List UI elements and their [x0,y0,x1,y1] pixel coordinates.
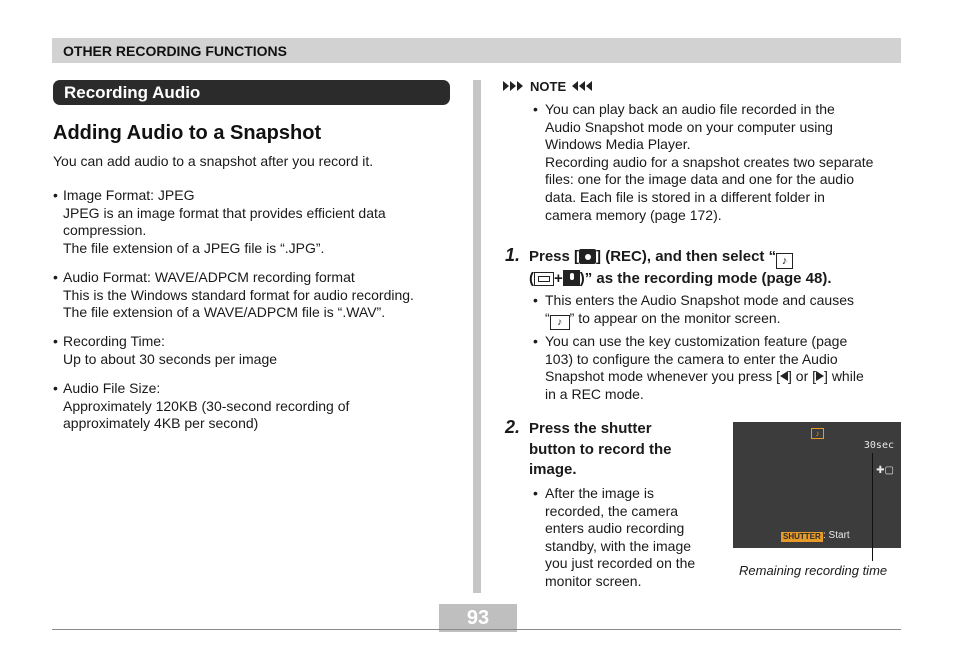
monitor-screen [733,422,901,548]
bullet: • [533,292,538,308]
camera-icon [579,249,596,264]
list-item [533,333,864,403]
bullet-text: ] while in a REC mode. [545,368,864,402]
bullet-text: ] or [ [788,368,817,385]
section-heading [53,80,450,105]
note-item [533,101,873,224]
step-2-instruction: Press the shutter button to record the image. [529,420,672,478]
bullet: • [53,380,58,396]
recording-time-text: Recording Time: Up to about 30 seconds per image [63,333,278,367]
bullet-text: You can use the key customization feature (page 103) to configure the camera to enter the Audio Snapshot mode whenever you press [ [545,333,848,385]
note-heading [503,77,593,95]
bullet: • [533,485,538,501]
bullet: • [53,333,58,349]
figure-caption: Remaining recording time [739,563,888,578]
audio-snapshot-icon: ♪ [776,253,793,269]
bullet: • [533,101,538,117]
list-item [53,380,349,433]
step-1-text: ( [529,270,534,287]
list-item [533,485,695,591]
file-size-text: Audio File Size: Approximately 120KB (30-second recording of approximately 4KB per second) [63,380,350,432]
note-text: You can play back an audio file recorded in the Audio Snapshot mode on your computer using Windows Media Player. Recording audio for a snapshot creates two separate files: one for the image data and one for the audio data. Each file is stored in a different folder in camera memory (page 172). [545,101,874,223]
page-number-box [439,604,517,632]
step-1-text: Press [ [529,248,580,265]
footer-rule [52,629,901,630]
note-arrows-left-icon [572,81,593,91]
note-arrows-right-icon [503,81,524,91]
image-format-text: Image Format: JPEG JPEG is an image format that provides efficient data compression. The file extension of a JPEG file is “.JPG”. [63,187,386,256]
bullet: • [533,333,538,349]
step-1-text: ] (REC), and then select “ [596,248,777,265]
mic-icon [563,270,580,286]
list-item [53,187,386,257]
step-1-text: )” as the recording mode (page 48). [579,270,832,287]
column-divider [473,80,481,593]
start-label: : Start [823,530,850,541]
bullet-text: “ [545,309,550,326]
bullet-text: ” to appear on the monitor screen. [569,309,781,326]
step-number: 2. [505,417,521,437]
page-title: Adding Audio to a Snapshot [53,122,322,144]
step-1-text: + [554,270,563,287]
intro-text: You can add audio to a snapshot after you record it. [53,153,374,169]
record-indicator-icon: ✚▢ [876,465,894,476]
page-number: 93 [466,607,490,629]
leader-line [872,453,873,561]
right-arrow-icon [816,371,824,381]
bullet: • [53,269,58,285]
header-bar [52,38,901,63]
frame-icon [534,272,554,286]
note-label: NOTE [530,78,567,94]
list-item [53,269,414,322]
step-number: 1. [505,245,521,265]
remaining-time: 30sec [863,440,894,451]
step-2-bullet: After the image is recorded, the camera enters audio recording standby, with the image you just recorded on the monitor screen. [545,485,696,589]
audio-format-text: Audio Format: WAVE/ADPCM recording format This is the Windows standard format for audio recording. The file extension of a WAVE/ADPCM file is “.WAV”. [63,269,414,321]
audio-snapshot-icon: ♪ [811,428,824,439]
left-arrow-icon [780,371,788,381]
bullet-text: This enters the Audio Snapshot mode and causes [545,292,854,308]
step-1-instruction [529,247,831,290]
list-item [533,292,854,330]
chapter-title: OTHER RECORDING FUNCTIONS [63,43,287,59]
section-title: Recording Audio [64,83,201,102]
list-item [53,333,277,368]
shutter-badge: SHUTTER [783,532,821,541]
step-1-bullet-1 [545,292,854,330]
bullet: • [53,187,58,203]
audio-snapshot-icon: ♪ [550,315,570,330]
step-1-bullet-2 [545,333,864,403]
